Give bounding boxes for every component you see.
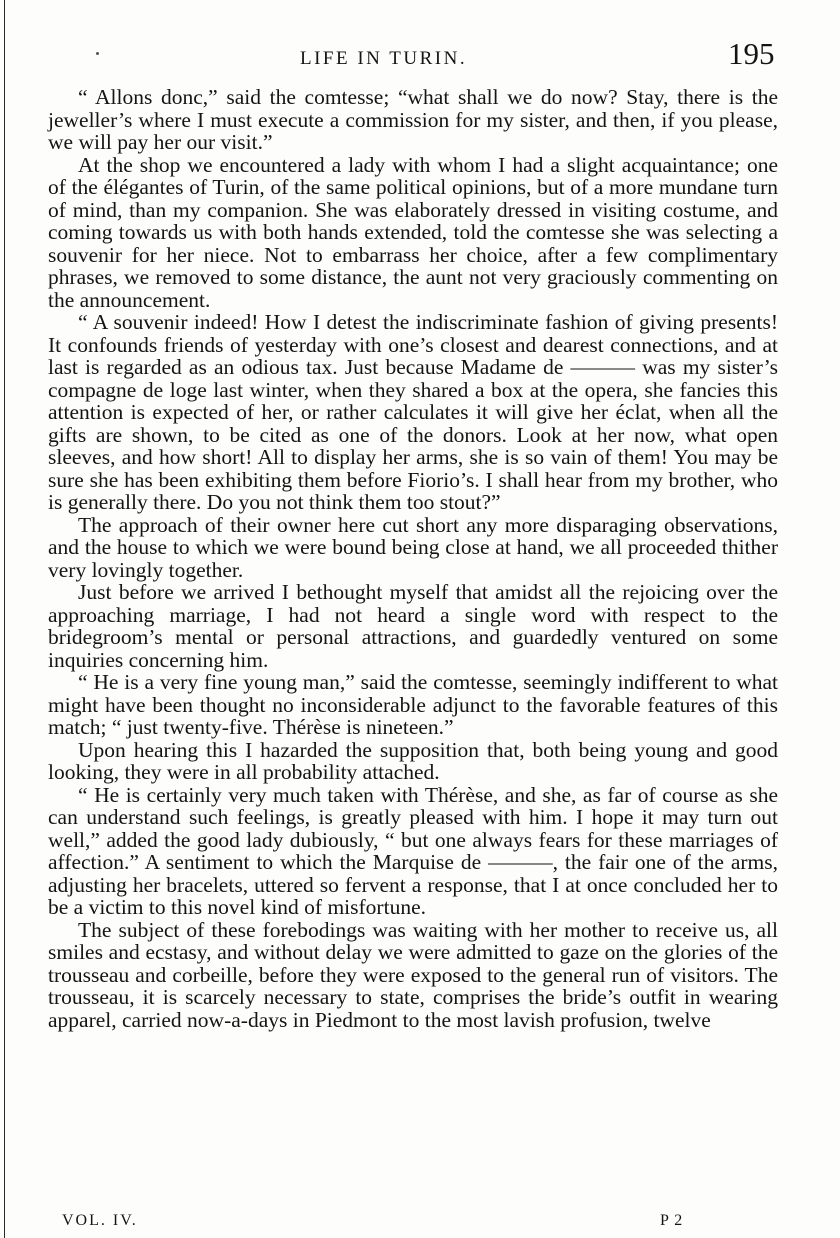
paragraph: The subject of these forebodings was waiting with her mother to receive us, all smiles and ecstasy, and without delay we were admitted to gaze on the glories of the trousseau and corbeille, before they were exposed to the general run of visitors. The trousseau, it is scarcely necessary to state, comprises the bride’s outfit in wearing apparel, carried now-a-days in Piedmont to the most lavish profusion, twelve: [48, 917, 778, 1032]
page-number: 195: [728, 36, 775, 71]
running-title: LIFE IN TURIN.: [300, 48, 468, 69]
page-footer: [0, 1212, 840, 1234]
paragraph: At the shop we encountered a lady with whom I had a slight acquaintance; one of the élégantes of Turin, of the same political opinions, but of a more mundane turn of mind, than my companion. She was elaborately dressed in visiting costume, and coming towards us with both hands extended, told the comtesse she was selecting a souvenir for her niece. Not to embarrass her choice, after a few complimentary phrases, we removed to some distance, the aunt not very graciously commenting on the announcement.: [48, 152, 778, 312]
paragraph: Upon hearing this I hazarded the supposition that, both being young and good looking, they were in all probability attached.: [48, 737, 778, 784]
volume-mark: VOL. IV.: [62, 1212, 138, 1229]
paragraph: The approach of their owner here cut short any more disparaging observations, and the house to which we were bound being close at hand, we all proceeded thither very lovingly together.: [48, 512, 778, 582]
page-header: [0, 34, 840, 74]
signature-mark: P 2: [660, 1212, 684, 1229]
page-edge-line: [4, 0, 5, 1238]
paragraph: “ He is a very fine young man,” said the comtesse, seemingly indifferent to what might have been thought no inconsiderable adjunct to the favorable features of this match; “ just twenty-five. Thérèse is nineteen.”: [48, 670, 778, 739]
body-text: [48, 86, 778, 1031]
paragraph: “ Allons donc,” said the comtesse; “what shall we do now? Stay, there is the jeweller’s where I must execute a commission for my sister, and then, if you please, we will pay her our visit.”: [48, 85, 778, 154]
paragraph: Just before we arrived I bethought myself that amidst all the rejoicing over the approaching marriage, I had not heard a single word with respect to the bridegroom’s mental or personal attractions, and guardedly ventured on some inquiries concerning him.: [48, 580, 778, 672]
paragraph: “ He is certainly very much taken with Thérèse, and she, as far of course as she can understand such feelings, is greatly pleased with him. I hope it may turn out well,” added the good lady dubiously, “ but one always fears for these marriages of affection.” A sentiment to which the Marquise de ———, the fair one of the arms, adjusting her bracelets, uttered so fervent a response, that I at once concluded her to be a victim to this novel kind of misfortune.: [48, 782, 778, 919]
paragraph: “ A souvenir indeed! How I detest the indiscriminate fashion of giving presents! It confounds friends of yesterday with one’s closest and dearest connections, and at last is regarded as an odious tax. Just because Madame de ——— was my sister’s compagne de loge last winter, when they shared a box at the opera, she fancies this attention is expected of her, or rather calculates it will give her éclat, when all the gifts are shown, to be cited as one of the donors. Look at her now, what open sleeves, and how short! All to display her arms, she is so vain of them! You may be sure she has been exhibiting them before Fiorio’s. I shall hear from my brother, who is generally there. Do you not think them too stout?”: [48, 310, 778, 514]
